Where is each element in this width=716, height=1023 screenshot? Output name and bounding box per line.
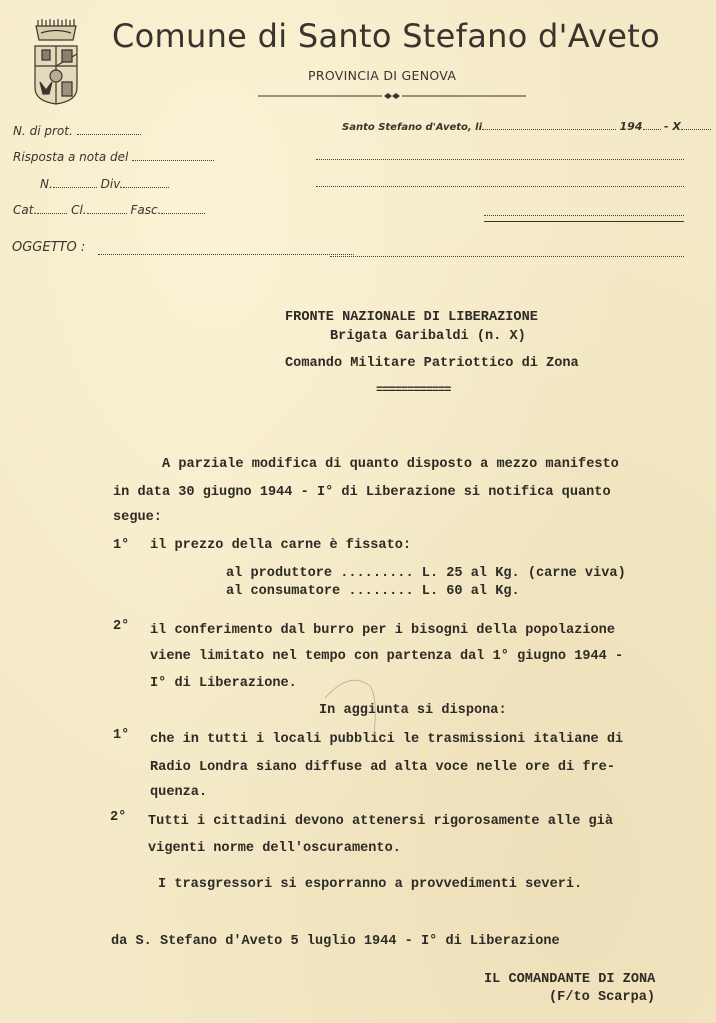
price-producer: al produttore ......... L. 25 al Kg. (carne viva) [226,566,626,581]
municipality-title: Comune di Santo Stefano d'Aveto [112,17,661,55]
item-number: 1° [113,538,130,553]
place-date-field[interactable] [342,120,711,133]
year-prefix: 194 [619,120,643,133]
division-label: Div. [100,177,124,191]
closing-place-date: da S. Stefano d'Aveto 5 luglio 1944 - I° di Liberazione [111,934,560,949]
class-blank[interactable] [87,212,127,214]
command-heading: Comando Militare Patriottico di Zona [285,356,579,371]
category-label: Cat. [13,203,38,217]
year-blank[interactable] [643,128,661,130]
penalty-notice: I trasgressori si esporranno a provvedimenti severi. [158,877,583,892]
address-line-3[interactable] [484,215,684,216]
address-line-2[interactable] [316,186,684,187]
reply-to-note-blank[interactable] [132,159,214,161]
subject-blank[interactable] [98,254,354,255]
era-blank[interactable] [681,128,711,130]
intro-line-2: in data 30 giugno 1944 - I° di Liberazione si notifica quanto [113,485,611,500]
subject-blank-continued[interactable] [330,256,684,257]
number-label: N. [40,177,53,191]
intro-line-1: A parziale modifica di quanto disposto a mezzo manifesto [162,457,619,472]
item-text: Tutti i cittadini devono attenersi rigorosamente alle già [148,814,613,829]
item-text: vigenti norme dell'oscuramento. [148,841,401,856]
signatory-title: IL COMANDANTE DI ZONA [484,972,656,987]
signature: (F/to Scarpa) [549,990,656,1005]
subject-field[interactable] [12,240,85,255]
item-text: viene limitato nel tempo con partenza dal 1° giugno 1944 - [150,649,624,664]
item-text: che in tutti i locali pubblici le trasmissioni italiane di [150,732,624,747]
address-underline [484,221,684,222]
intro-line-3: segue: [113,510,162,525]
category-blank[interactable] [37,212,67,214]
era-label: - X [663,120,681,133]
place-date-label: Santo Stefano d'Aveto, li [342,122,483,133]
item-number: 1° [113,728,130,743]
file-label: Fasc. [130,203,162,217]
organization-heading: FRONTE NAZIONALE DI LIBERAZIONE [285,310,538,325]
protocol-number-blank[interactable] [77,133,141,135]
division-blank[interactable] [123,186,169,188]
coat-of-arms-icon [32,16,80,106]
number-division-field[interactable] [40,177,169,191]
address-line-1[interactable] [316,159,684,160]
item-number: 2° [113,619,130,634]
classification-field[interactable] [13,203,205,217]
ornament-divider [258,93,526,99]
item-number: 2° [110,810,127,825]
price-consumer: al consumatore ........ L. 60 al Kg. [226,584,520,599]
item-text: il prezzo della carne è fissato: [150,538,412,553]
file-blank[interactable] [161,212,205,214]
protocol-number-field[interactable] [13,124,141,138]
date-blank[interactable] [482,128,616,130]
pencil-mark [320,676,390,736]
number-blank[interactable] [53,186,97,188]
subject-label: OGGETTO : [12,240,86,255]
item-text: il conferimento dal burro per i bisogni della popolazione [150,623,615,638]
item-text: Radio Londra siano diffuse ad alta voce nelle ore di fre- [150,760,615,775]
item-text: I° di Liberazione. [150,676,297,691]
class-label: Cl. [71,203,87,217]
addendum-heading: In aggiunta si dispona: [319,703,507,718]
reply-to-note-label: Risposta a nota del [13,150,129,164]
reply-to-note-field[interactable] [13,150,214,164]
heading-separator: ============ [376,383,451,397]
brigade-heading: Brigata Garibaldi (n. X) [330,329,526,344]
protocol-number-label: N. di prot. [13,124,73,138]
province-subtitle: PROVINCIA DI GENOVA [308,68,457,83]
item-text: quenza. [150,785,208,800]
